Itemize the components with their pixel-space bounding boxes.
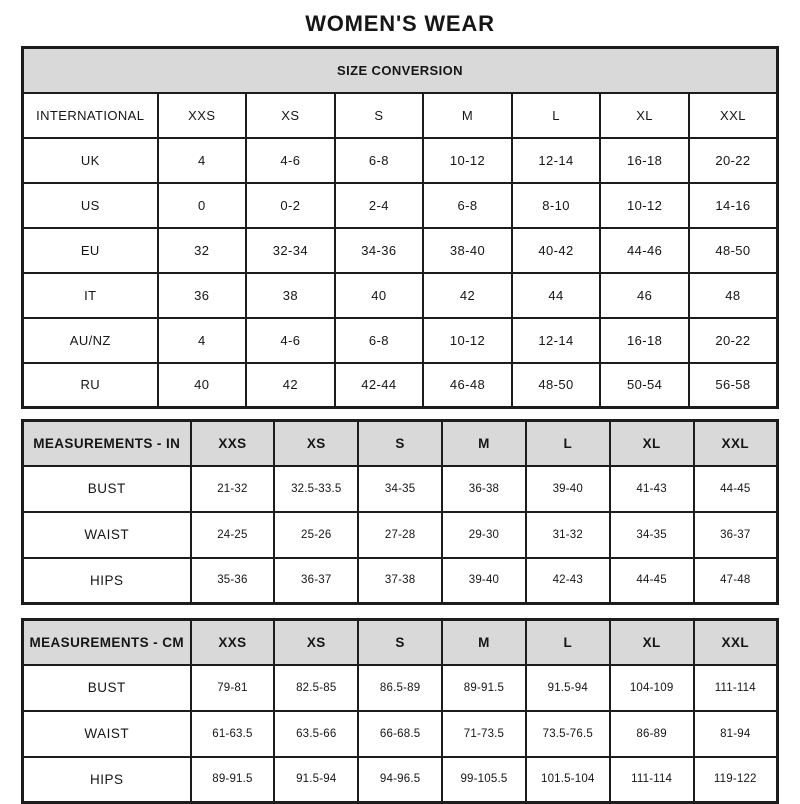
size-value: 12-14 (512, 138, 601, 183)
table-row (23, 421, 778, 466)
column-header: XL (610, 421, 694, 466)
row-label: US (23, 183, 158, 228)
size-value: 20-22 (689, 138, 778, 183)
measurement-value: 104-109 (610, 665, 694, 711)
column-header: L (526, 620, 610, 665)
size-value: 10-12 (423, 318, 512, 363)
table-row (23, 228, 778, 273)
size-value: 6-8 (335, 318, 424, 363)
column-header: XS (274, 620, 358, 665)
row-label: IT (23, 273, 158, 318)
size-value: 4-6 (246, 138, 335, 183)
measurement-value: 34-35 (358, 466, 442, 512)
measurement-value: 101.5-104 (526, 757, 610, 803)
size-value: 4 (158, 318, 247, 363)
column-header: XL (610, 620, 694, 665)
size-value: 38 (246, 273, 335, 318)
size-value: 8-10 (512, 183, 601, 228)
measurement-value: 111-114 (610, 757, 694, 803)
measurement-value: 119-122 (694, 757, 778, 803)
row-label: UK (23, 138, 158, 183)
row-label: WAIST (23, 711, 191, 757)
column-header: XXL (689, 93, 778, 138)
size-value: 48 (689, 273, 778, 318)
size-value: 10-12 (423, 138, 512, 183)
measurement-value: 44-45 (694, 466, 778, 512)
column-header: XL (600, 93, 689, 138)
column-header: XXL (694, 620, 778, 665)
measurement-value: 39-40 (442, 558, 526, 604)
measurement-value: 66-68.5 (358, 711, 442, 757)
measurement-value: 42-43 (526, 558, 610, 604)
column-header: XS (274, 421, 358, 466)
measurement-value: 39-40 (526, 466, 610, 512)
size-value: 0-2 (246, 183, 335, 228)
column-header: INTERNATIONAL (23, 93, 158, 138)
column-header: L (512, 93, 601, 138)
size-value: 42 (423, 273, 512, 318)
measurements-cm-table (21, 618, 779, 804)
column-header: S (358, 421, 442, 466)
table-caption: MEASUREMENTS - CM (23, 620, 191, 665)
measurement-value: 81-94 (694, 711, 778, 757)
measurement-value: 21-32 (191, 466, 275, 512)
measurement-value: 82.5-85 (274, 665, 358, 711)
row-label: RU (23, 363, 158, 408)
size-value: 50-54 (600, 363, 689, 408)
measurement-value: 47-48 (694, 558, 778, 604)
row-label: BUST (23, 665, 191, 711)
size-value: 56-58 (689, 363, 778, 408)
column-header: S (358, 620, 442, 665)
measurement-value: 79-81 (191, 665, 275, 711)
size-value: 32-34 (246, 228, 335, 273)
measurement-value: 61-63.5 (191, 711, 275, 757)
table-row (23, 273, 778, 318)
size-value: 46 (600, 273, 689, 318)
column-header: L (526, 421, 610, 466)
measurement-value: 91.5-94 (526, 665, 610, 711)
measurement-value: 94-96.5 (358, 757, 442, 803)
size-value: 16-18 (600, 318, 689, 363)
measurement-value: 99-105.5 (442, 757, 526, 803)
size-value: 10-12 (600, 183, 689, 228)
row-label: AU/NZ (23, 318, 158, 363)
measurement-value: 32.5-33.5 (274, 466, 358, 512)
measurement-value: 25-26 (274, 512, 358, 558)
column-header: M (423, 93, 512, 138)
row-label: WAIST (23, 512, 191, 558)
measurement-value: 35-36 (191, 558, 275, 604)
size-value: 40 (158, 363, 247, 408)
size-value: 48-50 (689, 228, 778, 273)
row-label: EU (23, 228, 158, 273)
table-row (23, 620, 778, 665)
size-value: 42 (246, 363, 335, 408)
table-row (23, 183, 778, 228)
measurement-value: 34-35 (610, 512, 694, 558)
measurement-value: 29-30 (442, 512, 526, 558)
table-row (23, 138, 778, 183)
column-header: M (442, 620, 526, 665)
table-row (23, 512, 778, 558)
page-title: WOMEN'S WEAR (305, 11, 495, 36)
size-value: 32 (158, 228, 247, 273)
measurement-value: 111-114 (694, 665, 778, 711)
measurement-value: 27-28 (358, 512, 442, 558)
column-header: XXS (191, 421, 275, 466)
size-value: 12-14 (512, 318, 601, 363)
measurement-value: 37-38 (358, 558, 442, 604)
size-value: 16-18 (600, 138, 689, 183)
table-caption: MEASUREMENTS - IN (23, 421, 191, 466)
size-value: 48-50 (512, 363, 601, 408)
measurement-value: 89-91.5 (442, 665, 526, 711)
size-value: 34-36 (335, 228, 424, 273)
column-header: S (335, 93, 424, 138)
table-row (23, 558, 778, 604)
table-row (23, 363, 778, 408)
row-label: HIPS (23, 757, 191, 803)
size-value: 42-44 (335, 363, 424, 408)
size-value: 40 (335, 273, 424, 318)
measurement-value: 86-89 (610, 711, 694, 757)
size-value: 20-22 (689, 318, 778, 363)
measurement-value: 36-37 (274, 558, 358, 604)
measurement-value: 41-43 (610, 466, 694, 512)
measurement-value: 36-38 (442, 466, 526, 512)
row-label: HIPS (23, 558, 191, 604)
column-header: XXL (694, 421, 778, 466)
measurements-in-table (21, 419, 779, 605)
measurement-value: 91.5-94 (274, 757, 358, 803)
measurement-value: 89-91.5 (191, 757, 275, 803)
size-value: 14-16 (689, 183, 778, 228)
measurement-value: 31-32 (526, 512, 610, 558)
table-row (23, 665, 778, 711)
measurement-value: 71-73.5 (442, 711, 526, 757)
table-row (23, 466, 778, 512)
size-value: 2-4 (335, 183, 424, 228)
table-row (23, 48, 778, 93)
measurement-value: 44-45 (610, 558, 694, 604)
size-value: 6-8 (335, 138, 424, 183)
table-caption: SIZE CONVERSION (23, 48, 778, 93)
column-header: XS (246, 93, 335, 138)
row-label: BUST (23, 466, 191, 512)
size-value: 44 (512, 273, 601, 318)
measurement-value: 86.5-89 (358, 665, 442, 711)
size-value: 4 (158, 138, 247, 183)
table-row (23, 93, 778, 138)
table-row (23, 711, 778, 757)
size-value: 4-6 (246, 318, 335, 363)
column-header: M (442, 421, 526, 466)
size-value: 0 (158, 183, 247, 228)
size-value: 46-48 (423, 363, 512, 408)
size-value: 36 (158, 273, 247, 318)
measurement-value: 63.5-66 (274, 711, 358, 757)
measurement-value: 73.5-76.5 (526, 711, 610, 757)
measurement-value: 24-25 (191, 512, 275, 558)
column-header: XXS (158, 93, 247, 138)
table-row (23, 318, 778, 363)
table-row (23, 757, 778, 803)
size-value: 44-46 (600, 228, 689, 273)
size-value: 6-8 (423, 183, 512, 228)
measurement-value: 36-37 (694, 512, 778, 558)
size-value: 40-42 (512, 228, 601, 273)
size-conversion-table (21, 46, 779, 409)
size-value: 38-40 (423, 228, 512, 273)
column-header: XXS (191, 620, 275, 665)
